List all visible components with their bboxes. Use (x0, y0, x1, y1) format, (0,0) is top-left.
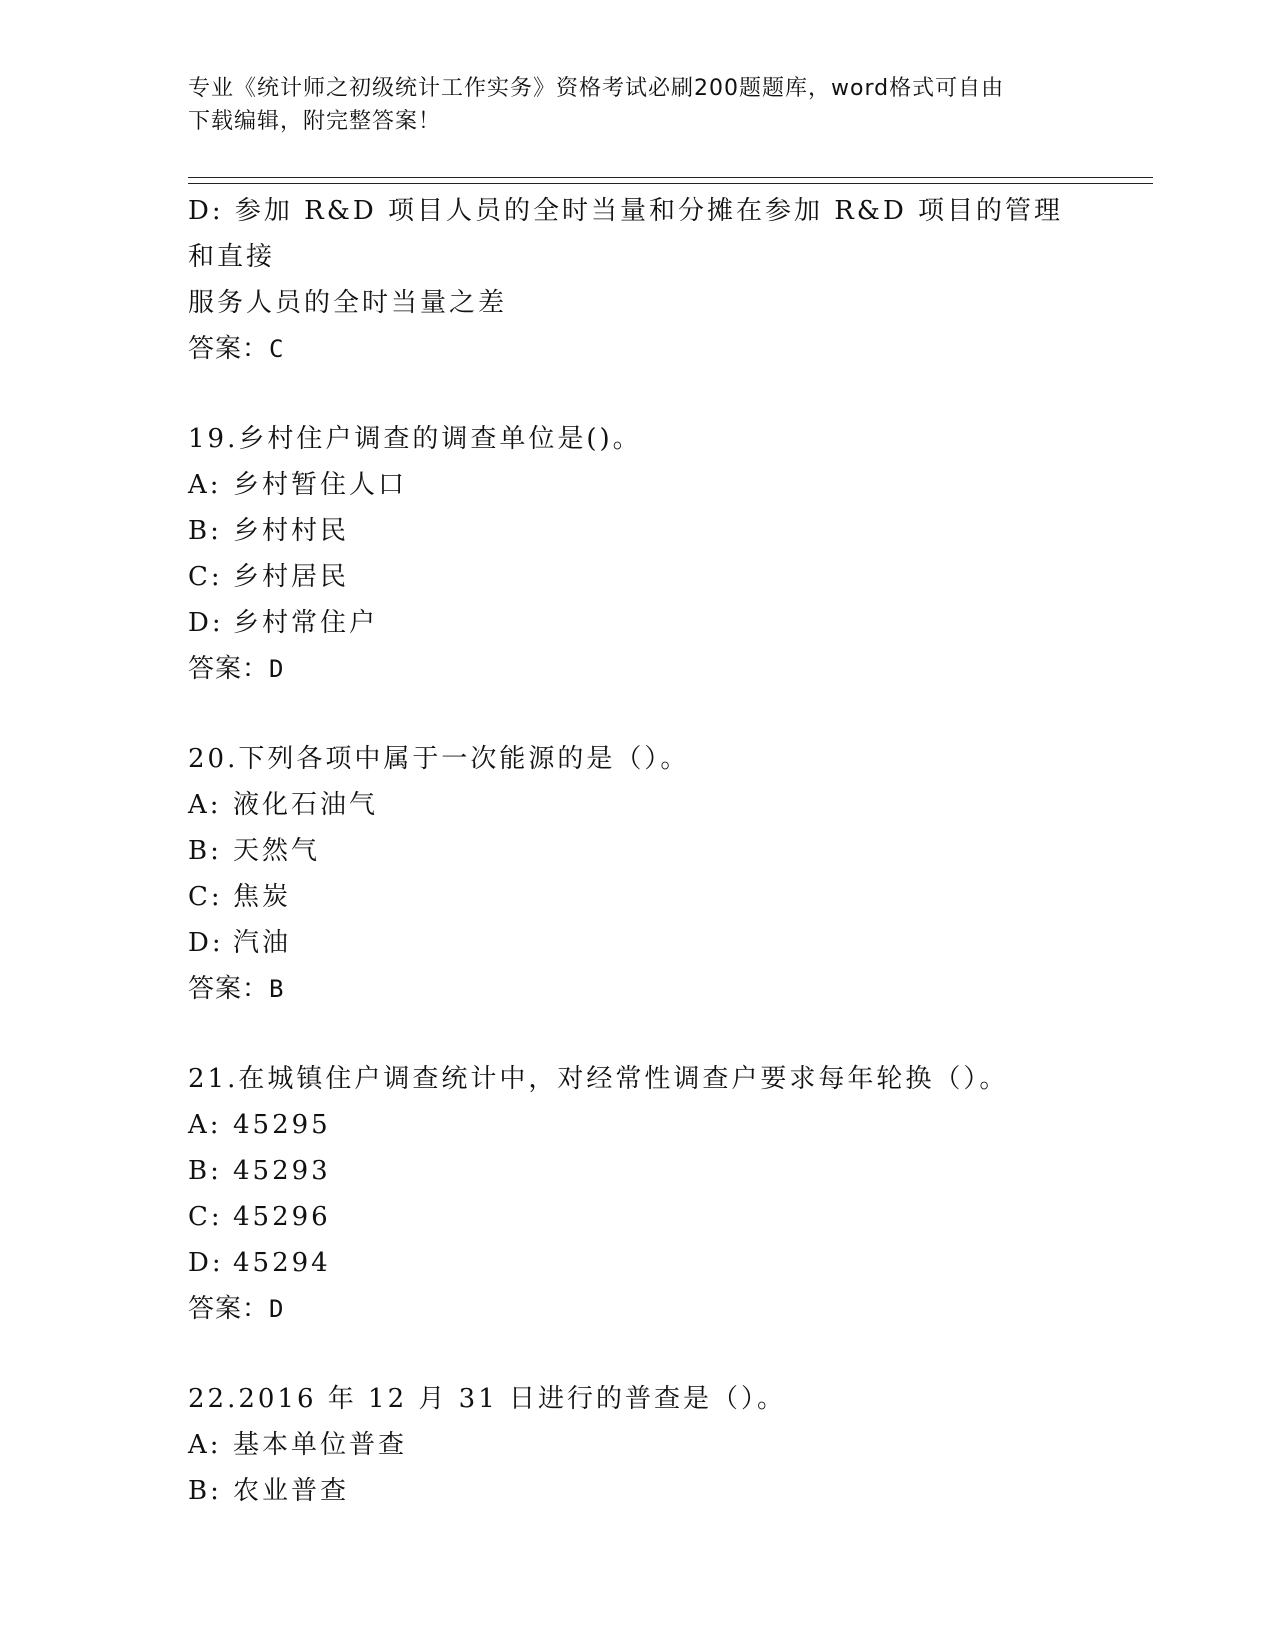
option-text: 45293 (233, 1156, 331, 1186)
option-text: 液化石油气 (233, 790, 379, 820)
question-20 (188, 736, 1088, 1012)
question-stem: 22.2016 年 12 月 31 日进行的普查是（）。 (188, 1384, 787, 1414)
option-a (188, 1102, 1088, 1148)
header-line-2: 下载编辑，附完整答案！ (188, 109, 442, 134)
option-label: D: (188, 928, 224, 958)
option-c (188, 1194, 1088, 1240)
option-text: 焦炭 (233, 882, 292, 912)
question-19 (188, 416, 1088, 692)
option-label: A: (188, 1430, 222, 1460)
option-d-continued-line-1: D: 参加 R&D 项目人员的全时当量和分摊在参加 R&D 项目的管理和直接 (188, 196, 1064, 272)
option-c (188, 554, 1088, 600)
question-stem: 21.在城镇住户调查统计中，对经常性调查户要求每年轮换（）。 (188, 1064, 1009, 1094)
option-d (188, 920, 1088, 966)
answer-prefix: 答案： (188, 334, 270, 364)
question-stem: 19.乡村住户调查的调查单位是()。 (188, 424, 642, 454)
header-line-1: 专业《统计师之初级统计工作实务》资格考试必刷200题题库，word格式可自由 (188, 76, 1005, 101)
option-d-continued-line-2: 服务人员的全时当量之差 (188, 288, 508, 318)
option-text: 汽油 (233, 928, 292, 958)
option-d (188, 600, 1088, 646)
option-text: 乡村村民 (233, 516, 350, 546)
option-text: 乡村常住户 (233, 608, 379, 638)
option-label: D: (188, 608, 224, 638)
option-b (188, 1148, 1088, 1194)
option-a (188, 782, 1088, 828)
option-label: B: (188, 1476, 222, 1506)
option-label: B: (188, 1156, 222, 1186)
document-page (188, 0, 1153, 1650)
answer-prefix: 答案： (188, 974, 270, 1004)
option-label: B: (188, 516, 222, 546)
option-a (188, 462, 1088, 508)
option-d (188, 1240, 1088, 1286)
option-b (188, 1468, 1088, 1514)
answer-line (188, 966, 1088, 1012)
option-text: 天然气 (233, 836, 321, 866)
question-stem: 20.下列各项中属于一次能源的是（）。 (188, 744, 690, 774)
answer-prefix: 答案： (188, 1294, 270, 1324)
option-text: 45294 (233, 1248, 331, 1278)
option-text: 农业普查 (233, 1476, 350, 1506)
answer-line (188, 326, 1088, 372)
document-body (188, 188, 1088, 1514)
option-label: A: (188, 470, 222, 500)
option-text: 乡村居民 (233, 562, 350, 592)
option-c (188, 874, 1088, 920)
option-b (188, 508, 1088, 554)
answer-value: B (269, 975, 285, 1003)
option-label: A: (188, 1110, 222, 1140)
option-label: C: (188, 882, 223, 912)
answer-prefix: 答案： (188, 654, 270, 684)
option-text: 45296 (233, 1202, 331, 1232)
option-text: 基本单位普查 (233, 1430, 408, 1460)
option-label: A: (188, 790, 222, 820)
option-text: 45295 (233, 1110, 331, 1140)
answer-value: D (269, 1295, 285, 1323)
answer-value: D (269, 655, 285, 683)
header-divider-top (188, 177, 1153, 178)
option-label: C: (188, 1202, 223, 1232)
question-22 (188, 1376, 1088, 1514)
option-label: B: (188, 836, 222, 866)
option-a (188, 1422, 1088, 1468)
answer-line (188, 646, 1088, 692)
option-label: C: (188, 562, 223, 592)
document-header (188, 72, 1088, 138)
option-text: 乡村暂住人口 (233, 470, 408, 500)
option-b (188, 828, 1088, 874)
answer-line (188, 1286, 1088, 1332)
header-divider-bottom (188, 183, 1153, 184)
option-label: D: (188, 1248, 224, 1278)
answer-value: C (269, 335, 285, 363)
question-21 (188, 1056, 1088, 1332)
